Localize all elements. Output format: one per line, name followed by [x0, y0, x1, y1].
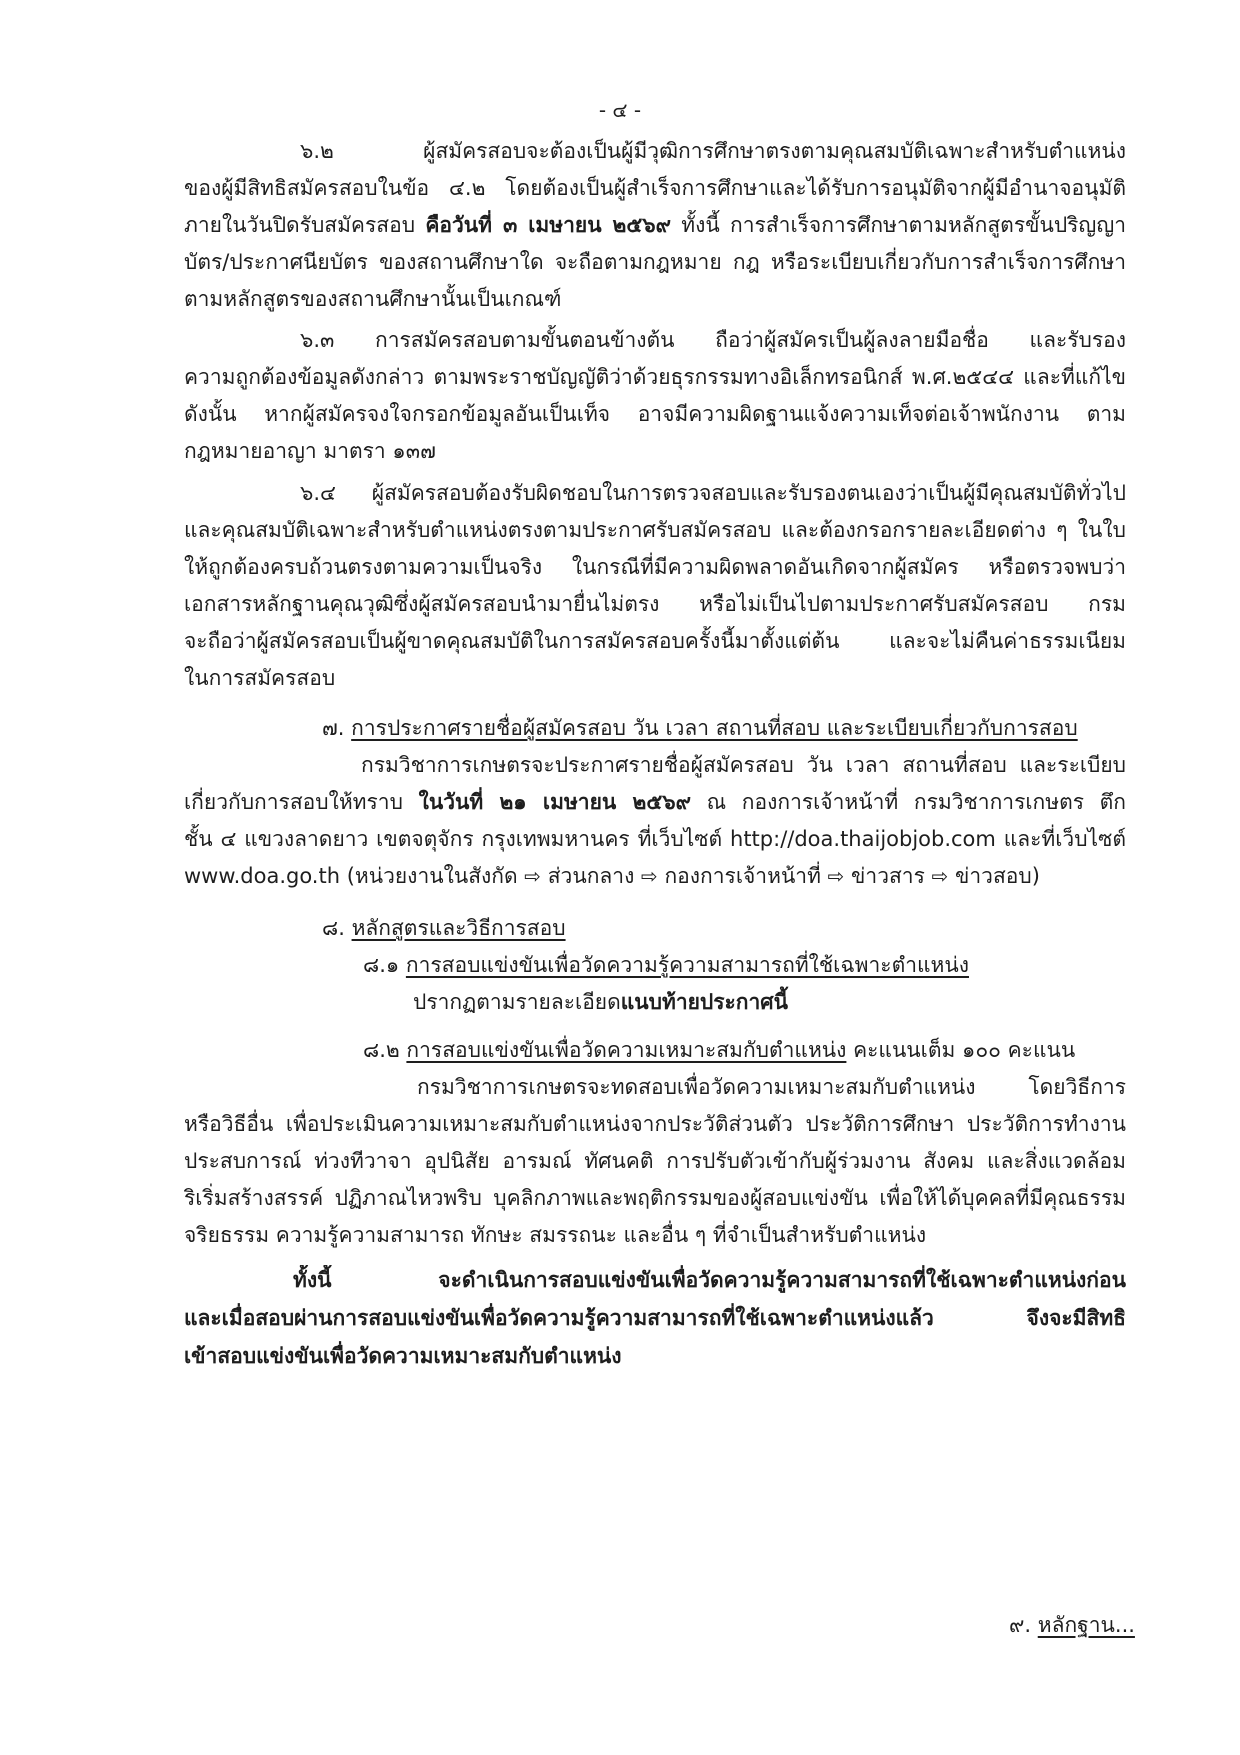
text-segment: ๗. [322, 716, 352, 740]
text-segment: ภายในวันปิดรับสมัครสอบ [184, 213, 426, 237]
section-8-heading [322, 913, 566, 943]
para-8-1-line [413, 987, 788, 1017]
text-segment: ชั้น ๔ แขวงลาดยาว เขตจตุจักร กรุงเทพมหานคร ที่เว็บไซต์ http://doa.thaijobjob.com และที่เว็บไซต์ [184, 827, 1126, 851]
para-6-2-line [184, 210, 1126, 240]
text-segment: บัตร/ประกาศนียบัตร ของสถานศึกษาใด จะถือตามกฎหมาย กฎ หรือระเบียบเกี่ยวกับการสำเร็จการศึกษา [184, 250, 1126, 274]
underlined-heading-text: การสอบแข่งขันเพื่อวัดความเหมาะสมกับตำแหน่ง [406, 1038, 847, 1062]
text-segment: ส่วนกลาง [541, 864, 642, 888]
para-7-line [361, 750, 1126, 780]
page-number: - ๔ - [598, 98, 642, 122]
text-segment: กฎหมายอาญา มาตรา ๑๓๗ [184, 439, 436, 463]
para-6-4-line [184, 515, 1126, 545]
bold-text: แนบท้ายประกาศนี้ [620, 990, 788, 1014]
text-segment: เกี่ยวกับการสอบให้ทราบ [184, 790, 419, 814]
para-6-3-line [184, 399, 1126, 429]
text-segment: www.doa.go.th (หน่วยงานในสังกัด [184, 864, 525, 888]
section-7-heading [322, 713, 1078, 743]
underlined-heading-text: หลักสูตรและวิธีการสอบ [351, 916, 566, 940]
text-segment: ให้ถูกต้องครบถ้วนตรงตามความเป็นจริง ในกรณีที่มีความผิดพลาดอันเกิดจากผู้สมัคร หรือตรวจพบว่า [184, 555, 1126, 579]
text-segment: ๖.๔ ผู้สมัครสอบต้องรับผิดชอบในการตรวจสอบและรับรองตนเองว่าเป็นผู้มีคุณสมบัติทั่วไป [300, 481, 1126, 505]
para-8-2-line [184, 1220, 926, 1250]
text-segment: กรมวิชาการเกษตรจะประกาศรายชื่อผู้สมัครสอบ วัน เวลา สถานที่สอบ และระเบียบ [361, 753, 1126, 777]
text-segment: ดังนั้น หากผู้สมัครจงใจกรอกข้อมูลอันเป็นเท็จ อาจมีความผิดฐานแจ้งความเท็จต่อเจ้าพนักงาน ตาม [184, 402, 1126, 426]
arrow-right-icon: ⇨ [931, 864, 949, 888]
underlined-heading-text: การประกาศรายชื่อผู้สมัครสอบ วัน เวลา สถานที่สอบ และระเบียบเกี่ยวกับการสอบ [351, 716, 1078, 740]
para-6-2-line [184, 173, 1126, 203]
para-8-2-line [184, 1146, 1126, 1176]
text-segment: กองการเจ้าหน้าที่ [657, 864, 828, 888]
para-6-2-line [184, 247, 1126, 277]
text-segment: ๘. [322, 916, 352, 940]
bold-text: ทั้งนี้ จะดำเนินการสอบแข่งขันเพื่อวัดความรู้ความสามารถที่ใช้เฉพาะตำแหน่งก่อน [293, 1268, 1126, 1292]
text-segment: ณ กองการเจ้าหน้าที่ กรมวิชาการเกษตร ตึก [706, 790, 1126, 814]
para-7-line [184, 787, 1126, 817]
text-segment: ของผู้มีสิทธิสมัครสอบในข้อ ๔.๒ โดยต้องเป็นผู้สำเร็จการศึกษาและได้รับการอนุมัติจากผู้มีอำนาจอนุมัติ [184, 176, 1126, 200]
para-6-4-line [184, 663, 335, 693]
text-segment: และคุณสมบัติเฉพาะสำหรับตำแหน่งตรงตามประกาศรับสมัครสอบ และต้องกรอกรายละเอียดต่าง ๆ ในใบ [184, 518, 1126, 542]
para-6-4-line [184, 552, 1126, 582]
arrow-right-icon: ⇨ [524, 864, 542, 888]
text-segment: คะแนนเต็ม ๑๐๐ คะแนน [846, 1038, 1076, 1062]
section-8-2-heading [363, 1035, 1075, 1065]
bold-text: ในวันที่ ๒๑ เมษายน ๒๕๖๙ [418, 790, 691, 814]
text-segment: ปรากฏตามรายละเอียด [413, 990, 621, 1014]
para-6-4-line [184, 626, 1126, 656]
para-8-2-line [184, 1109, 1126, 1139]
text-segment: ความถูกต้องข้อมูลดังกล่าว ตามพระราชบัญญัติว่าด้วยธุรกรรมทางอิเล็กทรอนิกส์ พ.ศ.๒๕๔๔ และที่แก้ไข [184, 365, 1126, 389]
para-6-2-line [300, 136, 1126, 166]
para-6-2-line [184, 284, 561, 314]
para-6-4-line [184, 589, 1126, 619]
text-segment: ข่าวสอบ) [948, 864, 1040, 888]
arrow-right-icon: ⇨ [641, 864, 658, 888]
text-segment: ประสบการณ์ ท่วงทีวาจา อุปนิสัย อารมณ์ ทัศนคติ การปรับตัวเข้ากับผู้ร่วมงาน สังคม และสิ่งแวดล้อม [184, 1149, 1126, 1173]
closing-note-line [184, 1341, 622, 1371]
underlined-heading-text: หลักฐาน... [1037, 1613, 1135, 1637]
underlined-heading-text: การสอบแข่งขันเพื่อวัดความรู้ความสามารถที่ใช้เฉพาะตำแหน่ง [405, 953, 969, 977]
para-8-2-line [417, 1072, 1126, 1102]
bold-text: คือวันที่ ๓ เมษายน ๒๕๖๙ [425, 213, 671, 237]
text-segment: ริเริ่มสร้างสรรค์ ปฏิภาณไหวพริบ บุคลิกภาพและพฤติกรรมของผู้สอบแข่งขัน เพื่อให้ได้บุคคลที่มีคุณธรรม [184, 1186, 1126, 1210]
text-segment: ๖.๓ การสมัครสอบตามขั้นตอนข้างต้น ถือว่าผู้สมัครเป็นผู้ลงลายมือชื่อ และรับรอง [300, 328, 1126, 352]
arrow-right-icon: ⇨ [827, 864, 845, 888]
text-segment: ตามหลักสูตรของสถานศึกษานั้นเป็นเกณฑ์ [184, 287, 562, 311]
text-segment: จริยธรรม ความรู้ความสามารถ ทักษะ สมรรถนะ และอื่น ๆ ที่จำเป็นสำหรับตำแหน่ง [184, 1223, 927, 1247]
closing-note-line [184, 1303, 1126, 1333]
text-segment: เอกสารหลักฐานคุณวุฒิซึ่งผู้สมัครสอบนำมายื่นไม่ตรง หรือไม่เป็นไปตามประกาศรับสมัครสอบ กรม [184, 592, 1126, 616]
para-7-line [184, 824, 1126, 854]
para-6-3-line [184, 362, 1126, 392]
bold-text: เข้าสอบแข่งขันเพื่อวัดความเหมาะสมกับตำแหน่ง [184, 1344, 622, 1368]
para-6-3-line [300, 325, 1126, 355]
para-8-2-line [184, 1183, 1126, 1213]
text-segment: ๖.๒ ผู้สมัครสอบจะต้องเป็นผู้มีวุฒิการศึกษาตรงตามคุณสมบัติเฉพาะสำหรับตำแหน่ง [300, 139, 1126, 163]
text-segment: ในการสมัครสอบ [184, 666, 336, 690]
text-segment: ๘.๑ [363, 953, 406, 977]
text-segment: ๙. [1009, 1613, 1038, 1637]
para-6-3-line [184, 436, 436, 466]
section-8-1-heading [363, 950, 969, 980]
next-page-reference [1009, 1610, 1135, 1640]
text-segment: ๘.๒ [363, 1038, 407, 1062]
closing-note-line [293, 1265, 1126, 1295]
text-segment: ทั้งนี้ การสำเร็จการศึกษาตามหลักสูตรขั้นปริญญา [670, 213, 1126, 237]
para-7-line [184, 861, 1040, 891]
para-6-4-line [300, 478, 1126, 508]
text-segment: กรมวิชาการเกษตรจะทดสอบเพื่อวัดความเหมาะสมกับตำแหน่ง โดยวิธีการ [417, 1075, 1126, 1099]
text-segment: หรือวิธีอื่น เพื่อประเมินความเหมาะสมกับตำแหน่งจากประวัติส่วนตัว ประวัติการศึกษา ประวัติการทำงาน [184, 1112, 1126, 1136]
text-segment: ข่าวสาร [844, 864, 932, 888]
bold-text: และเมื่อสอบผ่านการสอบแข่งขันเพื่อวัดความรู้ความสามารถที่ใช้เฉพาะตำแหน่งแล้ว จึงจะมีสิทธิ [184, 1306, 1126, 1330]
text-segment: จะถือว่าผู้สมัครสอบเป็นผู้ขาดคุณสมบัติในการสมัครสอบครั้งนี้มาตั้งแต่ต้น และจะไม่คืนค่าธรรมเนียม [184, 629, 1126, 653]
